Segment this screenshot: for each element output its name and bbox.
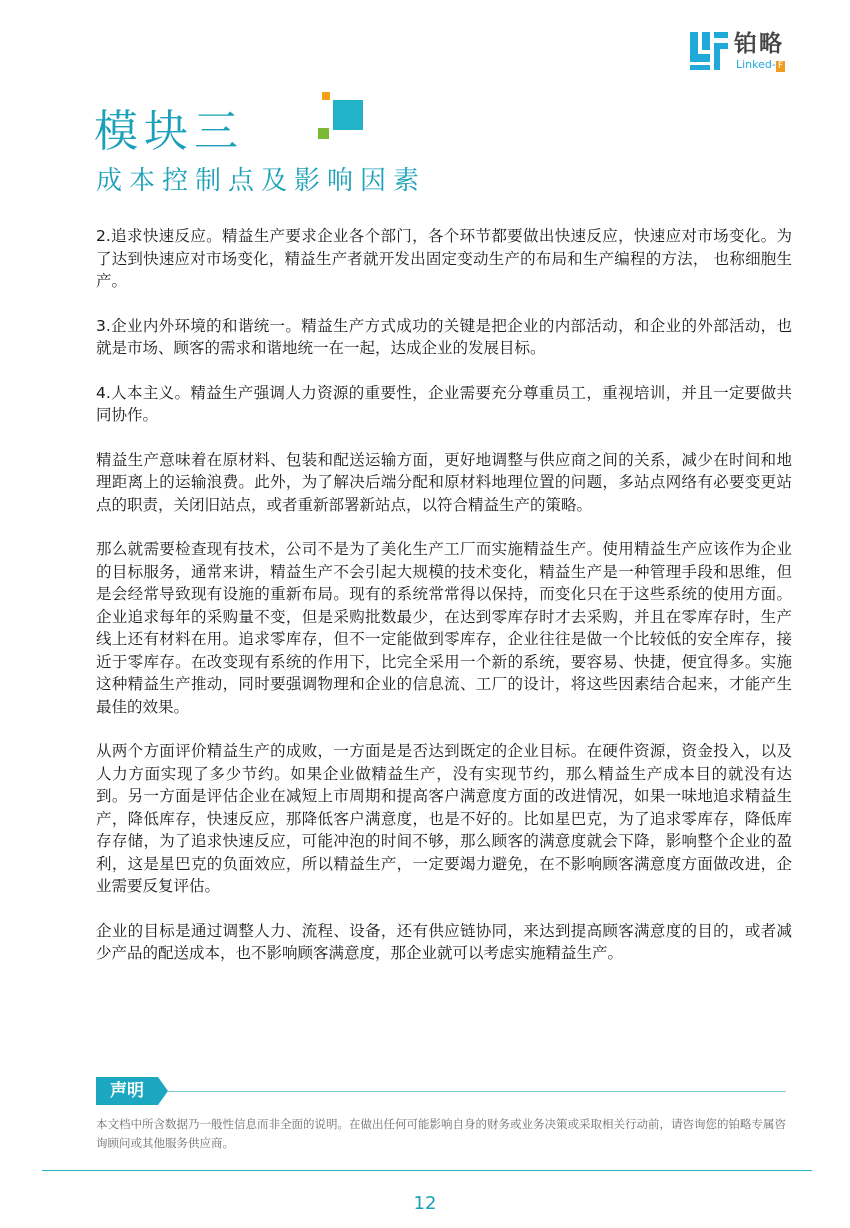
brand-logo xyxy=(690,30,820,74)
decor-square-green xyxy=(318,128,329,139)
paragraph: 4.人本主义。精益生产强调人力资源的重要性，企业需要充分尊重员工，重视培训，并且一定要做共同协作。 xyxy=(96,383,792,424)
notice-label: 声明 xyxy=(96,1077,158,1105)
notice-text: 本文档中所含数据乃一般性信息而非全面的说明。在做出任何可能影响自身的财务或业务决策或采取相关行动前，请咨询您的铂略专属咨询顾问或其他服务供应商。 xyxy=(96,1117,786,1150)
logo-brand-en: Linked- F xyxy=(736,58,784,71)
decor-square-teal xyxy=(333,100,363,130)
paragraph: 那么就需要检查现有技术，公司不是为了美化生产工厂而实施精益生产。使用精益生产应该作为企业的目标服务，通常来讲，精益生产不会引起大规模的技术变化，精益生产是一种管理手段和思维，但是会经常导致现有设施的重新布局。现有的系统常常得以保持，而变化只在于这些系统的使用方面。企业追求每年的采购量不变，但是采购批数最少，在达到零库存时才去采购，并且在零库存时，生产线上还有材料在用。追求零库存，但不一定能做到零库存，企业往往是做一个比较低的安全库存，接近于零库存。在改变现有系统的作用下，比完全采用一个新的系统，要容易、快捷，便宜得多。实施这种精益生产推动，同时要强调物理和企业的信息流、工厂的设计，将这些因素结合起来，才能产生最佳的效果。 xyxy=(96,540,792,716)
page-number: 12 xyxy=(413,1193,437,1214)
footer-divider xyxy=(42,1170,812,1171)
decor-square-orange xyxy=(322,92,330,100)
paragraph: 从两个方面评价精益生产的成败，一方面是是否达到既定的企业目标。在硬件资源，资金投入，以及人力方面实现了多少节约。如果企业做精益生产，没有实现节约，那么精益生产成本目的就没有达到。另一方面是评估企业在减短上市周期和提高客户满意度方面的改进情况，如果一味地追求精益生产，降低库存，快速反应，那降低客户满意度，也是不好的。比如星巴克，为了追求零库存，降低库存存储，为了追求快速反应，可能冲泡的时间不够，那么顾客的满意度就会下降，影响整个企业的盈利，这是星巴克的负面效应，所以精益生产，一定要竭力避免，在不影响顾客满意度方面做改进，企业需要反复评估。 xyxy=(96,742,792,895)
logo-brand-cn: 铂略 xyxy=(734,31,784,57)
module-title: 模块三 xyxy=(94,106,244,157)
notice-header xyxy=(96,1077,786,1105)
notice-divider xyxy=(168,1091,786,1092)
paragraph: 企业的目标是通过调整人力、流程、设备，还有供应链协同，来达到提高顾客满意度的目的，或者减少产品的配送成本，也不影响顾客满意度，那企业就可以考虑实施精益生产。 xyxy=(96,921,792,962)
paragraph: 2.追求快速反应。精益生产要求企业各个部门，各个环节都要做出快速反应，快速应对市场变化。为了达到快速应对市场变化，精益生产者就开发出固定变动生产的布局和生产编程的方法， 也称细胞生产。 xyxy=(96,227,792,290)
paragraph: 精益生产意味着在原材料、包装和配送运输方面，更好地调整与供应商之间的关系，减少在时间和地理距离上的运输浪费。此外，为了解决后端分配和原材料地理位置的问题，多站点网络有必要变更站点的职责，关闭旧站点，或者重新部署新站点，以符合精益生产的策略。 xyxy=(96,450,792,514)
logo-f-mark: F xyxy=(777,61,784,71)
body-content xyxy=(96,225,792,987)
paragraph: 3.企业内外环境的和谐统一。精益生产方式成功的关键是把企业的内部活动，和企业的外部活动，也就是市场、顾客的需求和谐地统一在一起，达成企业的发展目标。 xyxy=(96,316,792,357)
logo-mark-icon xyxy=(690,32,728,70)
module-subtitle: 成本控制点及影响因素 xyxy=(96,166,427,196)
